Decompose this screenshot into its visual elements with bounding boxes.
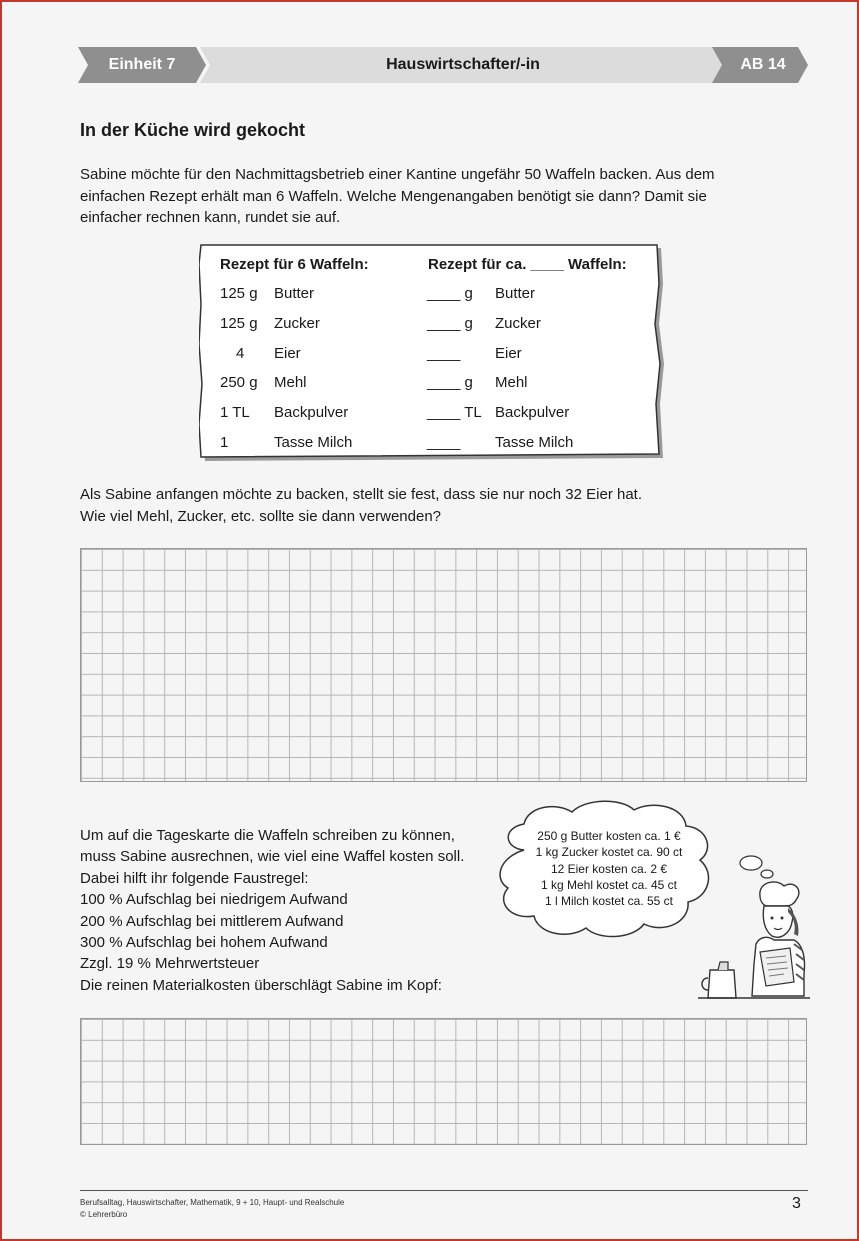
recipe-item: Mehl xyxy=(274,374,307,391)
recipe-item-scaled: Eier xyxy=(495,345,522,362)
price-line: 1 kg Zucker kostet ca. 90 ct xyxy=(535,845,683,860)
recipe-item: Tasse Milch xyxy=(274,434,353,451)
recipe-card xyxy=(199,244,665,464)
recipe-item-scaled: Mehl xyxy=(495,374,528,391)
intro-line-3: einfacher rechnen kann, rundet sie auf. xyxy=(80,209,341,226)
chef-girl-illustration xyxy=(698,874,810,1000)
rules-line: 200 % Aufschlag bei mittlerem Aufwand xyxy=(80,912,344,930)
recipe-item: Eier xyxy=(274,345,301,362)
rules-line: 100 % Aufschlag bei niedrigem Aufwand xyxy=(80,891,348,909)
question-line-1: Als Sabine anfangen möchte zu backen, stellt sie fest, dass sie nur noch 32 Eier hat. xyxy=(80,486,642,503)
recipe-blank: ____ xyxy=(427,434,461,451)
recipe-item-scaled: Backpulver xyxy=(495,404,570,421)
rules-line: Zzgl. 19 % Mehrwertsteuer xyxy=(80,955,260,973)
question-text xyxy=(80,484,780,527)
question-line-2: Wie viel Mehl, Zucker, etc. sollte sie dann verwenden? xyxy=(80,507,442,525)
footer-series: Berufsalltag, Hauswirtschafter, Mathematik, 9 + 10, Haupt- und Realschule xyxy=(80,1198,345,1207)
recipe-item: Backpulver xyxy=(274,404,349,421)
unit-label: Einheit 7 xyxy=(108,56,176,73)
recipe-blank: ____ xyxy=(427,345,461,362)
recipe-item-scaled: Zucker xyxy=(495,315,541,332)
recipe-item: Zucker xyxy=(274,315,320,332)
thought-bubble xyxy=(494,798,716,940)
header-title: Hauswirtschafter/-in xyxy=(386,56,540,73)
header-bar xyxy=(78,47,808,83)
intro-line-2: einfachen Rezept erhält man 6 Waffeln. Welche Mengenangaben benötigt sie dann? Damit sie xyxy=(80,187,707,205)
intro-text xyxy=(80,164,780,229)
price-line: 250 g Butter kosten ca. 1 € xyxy=(537,829,681,843)
answer-grid-2[interactable] xyxy=(80,1018,807,1145)
footer-divider xyxy=(80,1190,808,1191)
rules-line: muss Sabine ausrechnen, wie viel eine Waffel kosten soll. xyxy=(80,848,465,866)
recipe-qty: 125 g xyxy=(220,285,258,302)
rules-line: Die reinen Materialkosten überschlägt Sabine im Kopf: xyxy=(80,976,442,994)
recipe-item-scaled: Tasse Milch xyxy=(495,434,574,451)
rules-text xyxy=(80,825,500,996)
sheet-label: AB 14 xyxy=(740,56,786,73)
recipe-item: Butter xyxy=(274,285,315,302)
page-title: In der Küche wird gekocht xyxy=(80,120,306,140)
recipe-right-header: Rezept für ca. ____ Waffeln: xyxy=(428,256,627,273)
rules-line: 300 % Aufschlag bei hohem Aufwand xyxy=(80,934,328,952)
price-list xyxy=(516,828,702,909)
answer-grid-1[interactable] xyxy=(80,548,807,782)
price-line: 12 Eier kosten ca. 2 € xyxy=(550,861,668,876)
intro-line-1: Sabine möchte für den Nachmittagsbetrieb einer Kantine ungefähr 50 Waffeln backen. Aus dem xyxy=(80,166,715,183)
recipe-blank: ____ TL xyxy=(427,404,482,421)
footer xyxy=(80,1197,344,1221)
price-line: 1 kg Mehl kostet ca. 45 ct xyxy=(540,877,678,892)
recipe-item-scaled: Butter xyxy=(495,285,536,302)
recipe-qty: 4 xyxy=(236,345,245,362)
recipe-qty: 1 xyxy=(220,434,229,451)
recipe-qty: 1 TL xyxy=(220,404,250,421)
footer-copyright: © Lehrerbüro xyxy=(80,1210,128,1219)
page-number: 3 xyxy=(792,1195,801,1212)
recipe-blank: ____ g xyxy=(427,374,473,391)
price-line: 1 l Milch kostet ca. 55 ct xyxy=(544,894,674,909)
recipe-qty: 125 g xyxy=(220,315,258,332)
recipe-blank: ____ g xyxy=(427,315,473,332)
rules-line: Um auf die Tageskarte die Waffeln schreiben zu können, xyxy=(80,827,455,844)
recipe-left-header: Rezept für 6 Waffeln: xyxy=(220,256,369,273)
recipe-blank: ____ g xyxy=(427,285,473,302)
recipe-qty: 250 g xyxy=(220,374,258,391)
rules-line: Dabei hilft ihr folgende Faustregel: xyxy=(80,869,309,887)
